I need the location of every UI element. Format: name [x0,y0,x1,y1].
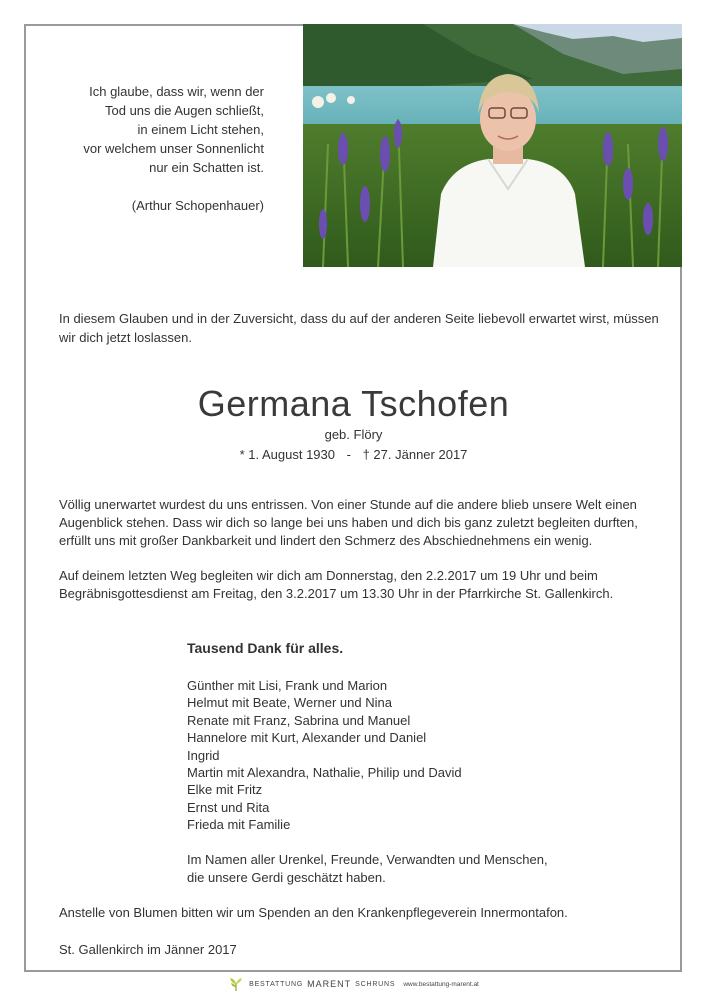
footer-brand: MARENT [307,979,352,989]
family-member: Hannelore mit Kurt, Alexander und Daniel [187,730,427,746]
death-date: † 27. Jänner 2017 [362,447,468,462]
quote-author: (Arthur Schopenhauer) [131,198,264,213]
donation-note: Anstelle von Blumen bitten wir um Spenden an den Krankenpflegeverein Innermontafon. [59,905,568,920]
paragraph-line: Auf deinem letzten Weg begleiten wir dich am Donnerstag, den 2.2.2017 um 19 Uhr und beim [59,568,598,583]
family-member: Elke mit Fritz [187,782,263,798]
family-list [187,677,607,834]
maiden-name: geb. Flöry [324,427,383,442]
closing-line: Im Namen aller Urenkel, Freunde, Verwandten und Menschen, [187,852,548,867]
quote-block [40,82,264,215]
paragraph-line: Augenblick stehen. Dass wir dich so lange bei uns haben und dich bis ganz zuletzt begleiten durften, [59,515,638,530]
funeral-info-paragraph [59,567,669,603]
family-member: Renate mit Franz, Sabrina und Manuel [187,712,411,728]
birth-date: * 1. August 1930 [239,447,335,462]
intro-text: In diesem Glauben und in der Zuversicht, dass du auf der anderen Seite liebevoll erwartet wirst, müssen wir dich jetzt loslassen. [59,311,659,345]
family-member: Ingrid [187,747,220,763]
quote-line: nur ein Schatten ist. [149,160,264,175]
footer [0,971,707,997]
closing-text [187,851,607,887]
family-member: Ernst und Rita [187,799,270,815]
date-separator: - [346,447,351,462]
paragraph-line: Begräbnisgottesdienst am Freitag, den 3.2.2017 um 13.30 Uhr in der Pfarrkirche St. Gallenkirch. [59,586,614,601]
family-member: Martin mit Alexandra, Nathalie, Philip und David [187,765,462,781]
footer-url[interactable]: www.bestattung-marent.at [403,980,479,988]
paragraph-line: erfüllt uns mit großer Dankbarkeit und lindert den Schmerz des Abschiednehmens ein wenig. [59,533,593,548]
family-member: Frieda mit Familie [187,817,291,833]
quote-line: vor welchem unser Sonnenlicht [83,141,264,156]
footer-town: SCHRUNS [355,980,396,988]
quote-line: Tod uns die Augen schließt, [105,103,264,118]
footer-label: BESTATTUNG [249,980,304,988]
family-member: Günther mit Lisi, Frank und Marion [187,678,388,693]
place-date: St. Gallenkirch im Jänner 2017 [59,942,237,957]
leaf-logo-icon [228,976,244,992]
tribute-paragraph [59,496,669,550]
closing-line: die unsere Gerdi geschätzt haben. [187,870,386,885]
quote-line: Ich glaube, dass wir, wenn der [89,84,264,99]
thanks-heading: Tausend Dank für alles. [187,640,344,656]
paragraph-line: Völlig unerwartet wurdest du uns entrissen. Von einer Stunde auf die andere blieb unsere Welt einen [59,497,637,512]
deceased-name: Germana Tschofen [197,383,510,424]
portrait-photo [303,24,682,267]
life-dates [0,446,707,464]
quote-line: in einem Licht stehen, [137,122,264,137]
family-member: Helmut mit Beate, Werner und Nina [187,695,392,711]
